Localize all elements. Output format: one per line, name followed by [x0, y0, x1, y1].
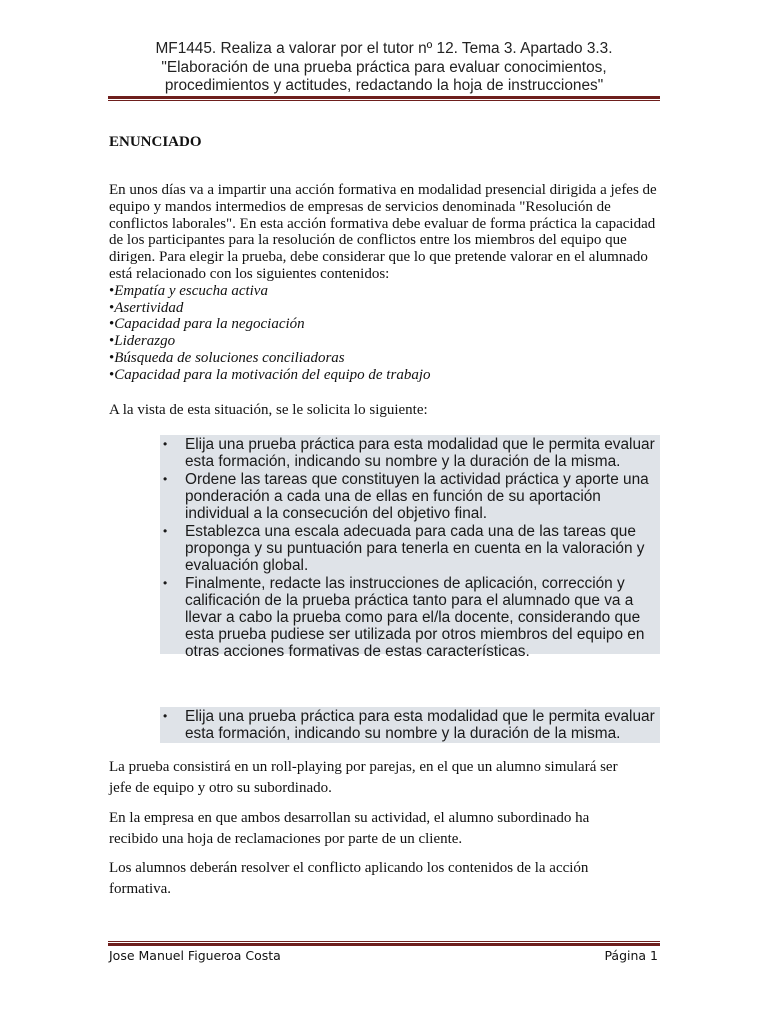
task-text: Elija una prueba práctica para esta modalidad que le permita evaluar esta formación, indicando su nombre y la duración de la misma.	[185, 436, 655, 470]
contents-item: • Capacidad para la motivación del equipo de trabajo	[109, 367, 659, 384]
task-item	[160, 522, 660, 574]
answer-paragraph: La prueba consistirá en un roll-playing por parejas, en el que un alumno simulará ser jefe de equipo y otro su subordinado.	[109, 759, 618, 796]
answer-paragraph: En la empresa en que ambos desarrollan su actividad, el alumno subordinado ha recibido una hoja de reclamaciones por parte de un cliente.	[109, 810, 590, 847]
task-item	[160, 470, 660, 522]
contents-item: • Capacidad para la negociación	[109, 316, 659, 333]
section-title: ENUNCIADO	[109, 134, 202, 150]
task-text: Finalmente, redacte las instrucciones de aplicación, corrección y calificación de la prueba práctica tanto para el alumnado que va a llevar a cabo la prueba como para el/la docente, considerando que esta prueba pudiese ser utilizada por otros miembros del equipo en otras acciones formativas de estas características.	[185, 575, 645, 660]
page-header	[108, 40, 660, 96]
bullet-icon: •	[163, 524, 168, 538]
task-text: Elija una prueba práctica para esta modalidad que le permita evaluar esta formación, indicando su nombre y la duración de la misma.	[185, 708, 655, 742]
footer-divider	[108, 941, 660, 946]
request-line: A la vista de esta situación, se le solicita lo siguiente:	[109, 402, 428, 418]
footer-page-number: Página 1	[604, 948, 658, 963]
footer-author: Jose Manuel Figueroa Costa	[109, 948, 281, 963]
task-item	[160, 574, 660, 660]
bullet-icon: •	[163, 576, 168, 590]
header-line-2: "Elaboración de una prueba práctica para evaluar conocimientos,	[161, 58, 607, 76]
bullet-icon: •	[163, 709, 168, 723]
header-line-3: procedimientos y actitudes, redactando la hoja de instrucciones"	[164, 77, 604, 94]
bullet-icon: •	[163, 472, 168, 486]
answer-paragraph: Los alumnos deberán resolver el conflicto aplicando los contenidos de la acción formativa.	[109, 860, 589, 897]
intro-block	[109, 182, 659, 384]
contents-item: • Asertividad	[109, 300, 659, 317]
header-divider	[108, 96, 660, 101]
task-text: Ordene las tareas que constituyen la actividad práctica y aporte una ponderación a cada una de ellas en función de su aportación individual a la consecución del objetivo final.	[185, 471, 649, 522]
contents-item: • Búsqueda de soluciones conciliadoras	[109, 350, 659, 367]
bullet-icon: •	[163, 437, 168, 451]
repeated-task-box	[160, 707, 660, 743]
intro-paragraph: En unos días va a impartir una acción formativa en modalidad presencial dirigida a jefes de equipo y mandos intermedios de empresas de servicios denominada "Resolución de conflictos laborales". En esta acción formativa debe evaluar de forma práctica la capacidad de los participantes para la resolución de conflictos entre los miembros del equipo que dirigen. Para elegir la prueba, debe considerar que lo que pretende valorar en el alumnado está relacionado con los siguientes contenidos:	[109, 182, 657, 282]
task-text: Establezca una escala adecuada para cada una de las tareas que proponga y su puntuación para tenerla en cuenta en la valoración y evaluación global.	[185, 523, 645, 574]
header-line-1: MF1445. Realiza a valorar por el tutor nº 12. Tema 3. Apartado 3.3.	[155, 40, 613, 57]
task-item	[160, 435, 660, 470]
task-item	[160, 707, 660, 742]
contents-item: • Liderazgo	[109, 333, 659, 350]
contents-item: • Empatía y escucha activa	[109, 283, 659, 300]
contents-list	[109, 283, 659, 384]
tasks-box	[160, 435, 660, 660]
